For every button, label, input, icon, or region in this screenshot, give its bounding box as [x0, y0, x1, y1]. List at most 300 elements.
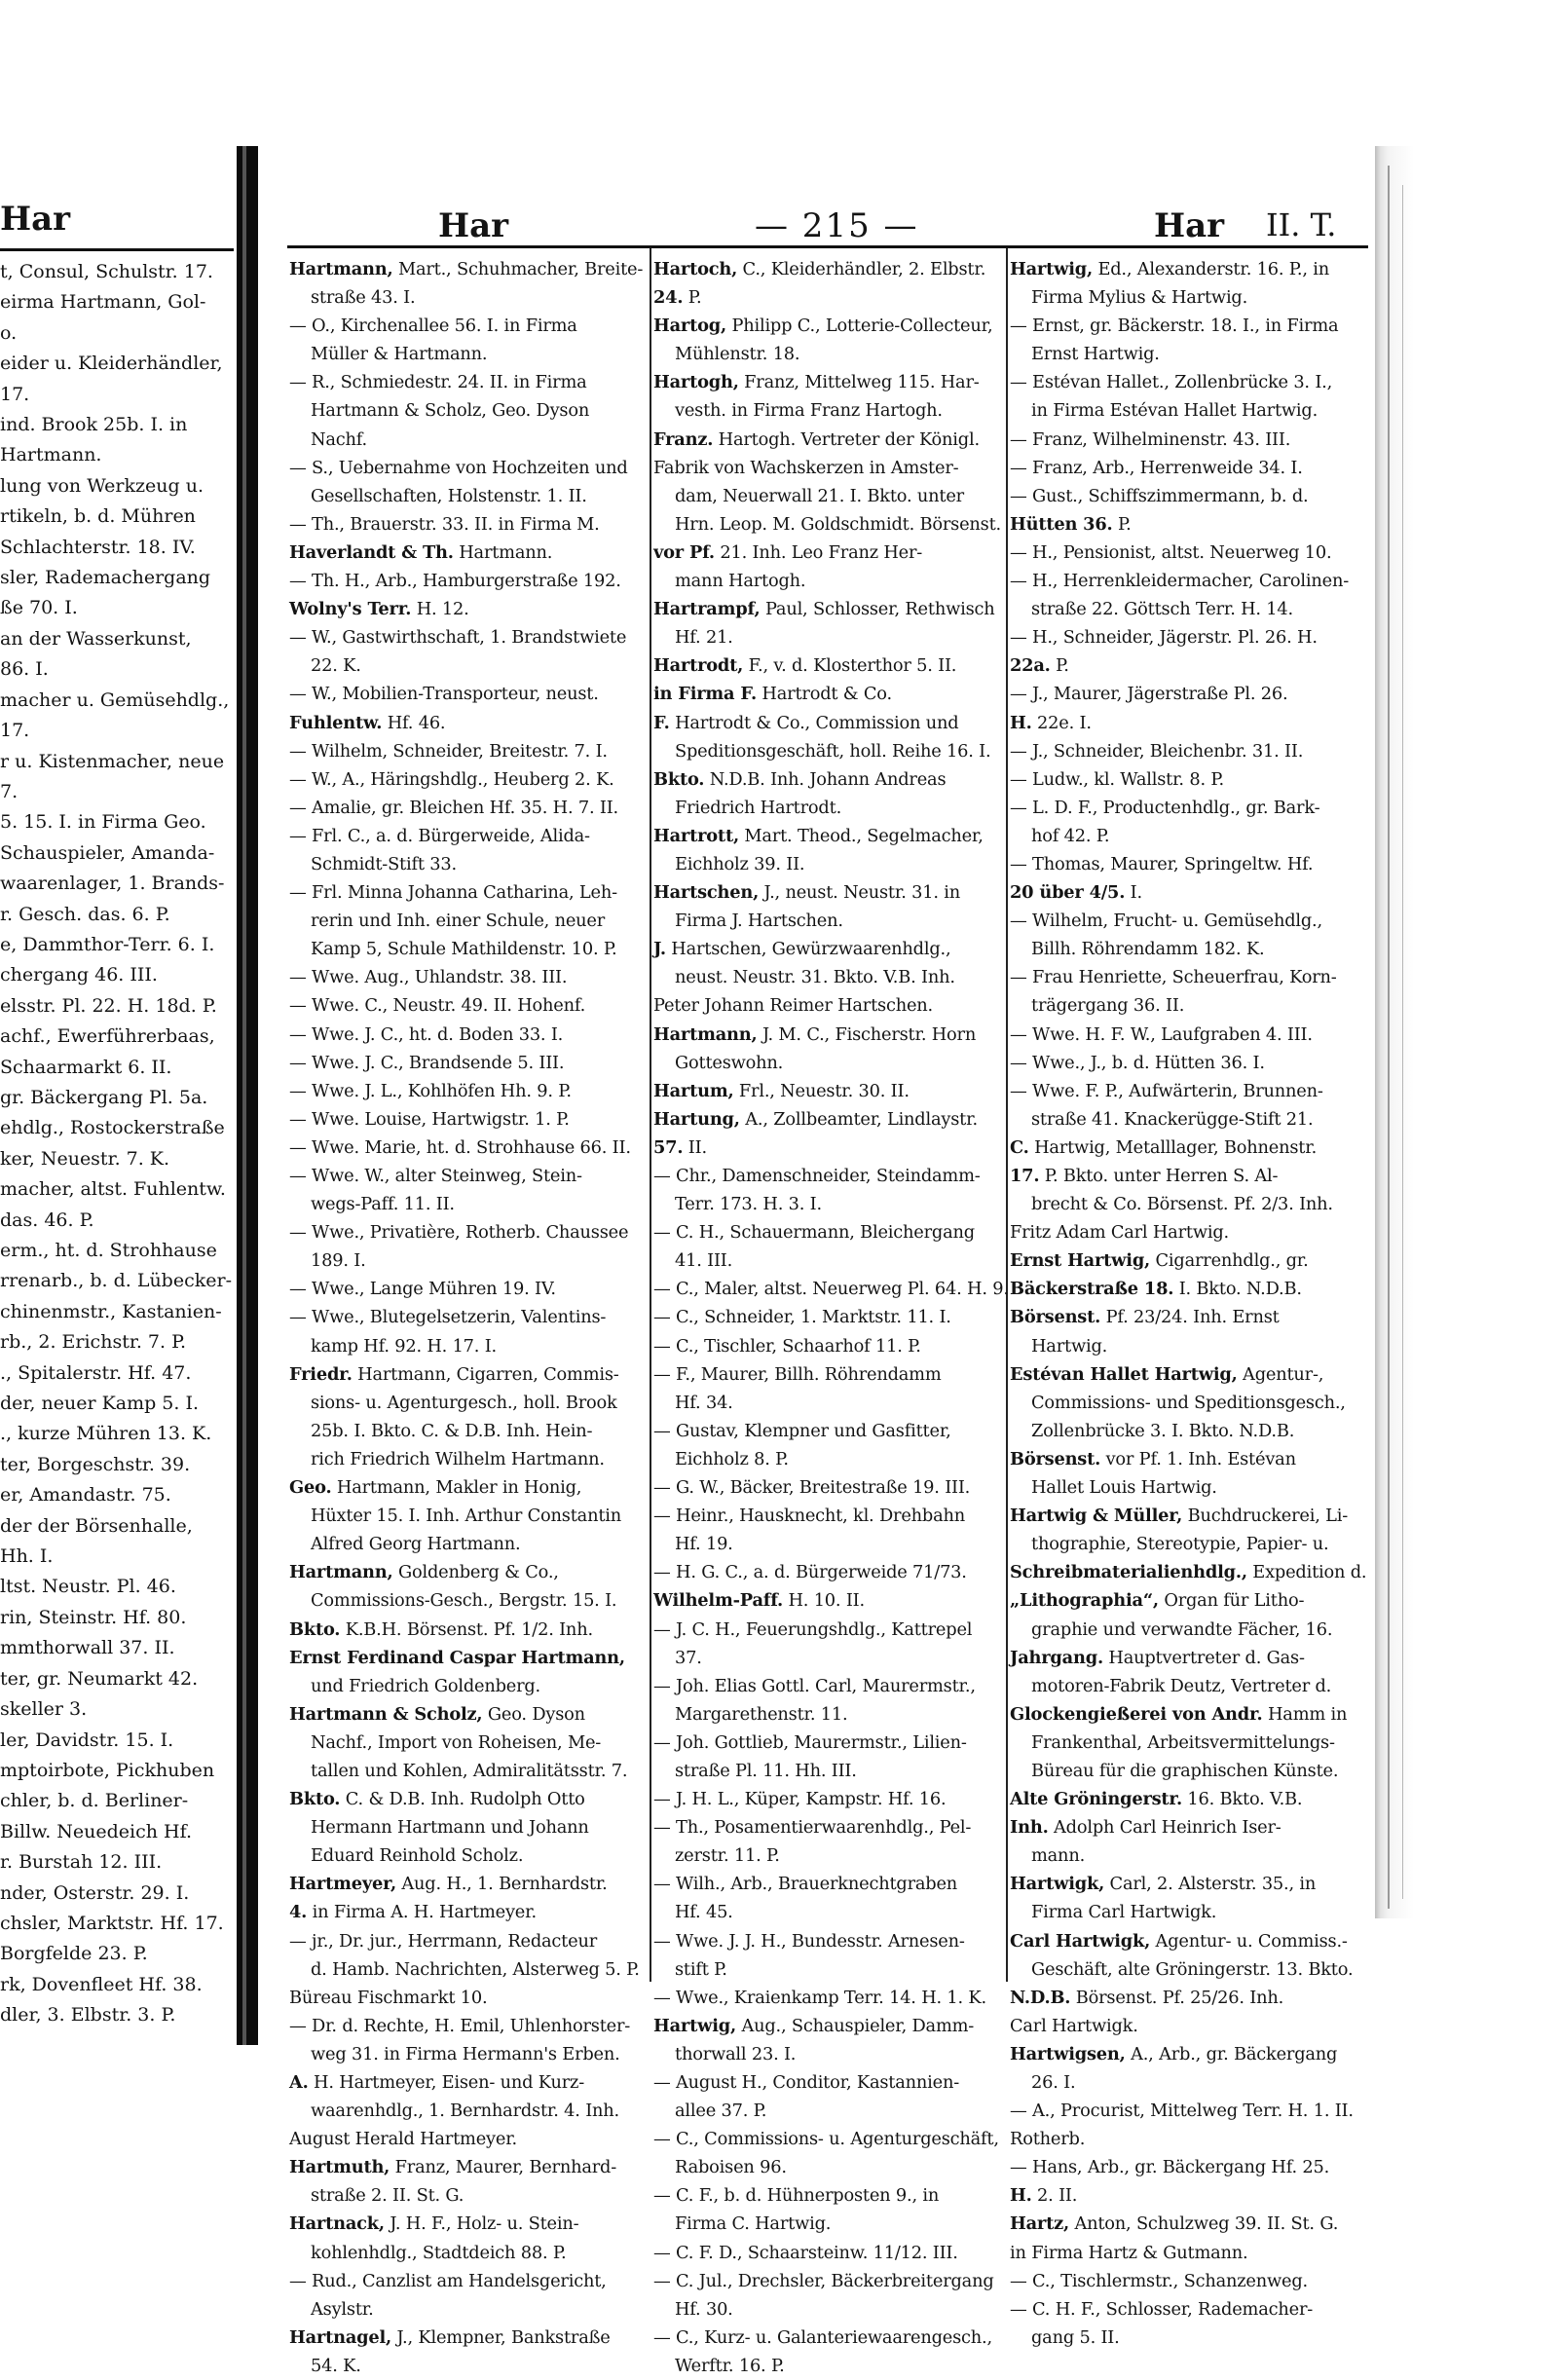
- left-page-line: chergang 46. III.: [0, 964, 158, 986]
- directory-entry-line: — Wwe., Kraienkamp Terr. 14. H. 1. K.: [653, 1987, 986, 2008]
- directory-entry-line: Billh. Röhrendamm 182. K.: [1031, 939, 1265, 960]
- left-page-line: ind. Brook 25b. I. in: [0, 414, 188, 436]
- entry-name: F.: [653, 712, 670, 733]
- directory-entry-line: 57. II.: [653, 1136, 707, 1158]
- directory-entry-line: mann.: [1031, 1845, 1086, 1867]
- directory-entry-line: — H., Pensionist, altst. Neuerweg 10.: [1010, 541, 1332, 563]
- directory-entry-line: — Wwe., Privatière, Rotherb. Chaussee: [289, 1222, 629, 1244]
- directory-entry-line: — Wwe. J. C., ht. d. Boden 33. I.: [289, 1023, 564, 1045]
- directory-entry-line: Hf. 21.: [675, 627, 733, 649]
- directory-entry-line: Alfred Georg Hartmann.: [311, 1534, 521, 1555]
- directory-entry-line: Rotherb.: [1010, 2129, 1086, 2150]
- entry-name: H.: [1010, 2185, 1032, 2207]
- directory-entry-line: in Firma F. Hartrodt & Co.: [653, 684, 892, 705]
- left-page-line: rin, Steinstr. Hf. 80.: [0, 1606, 187, 1628]
- directory-entry-line: — Wwe. H. F. W., Laufgraben 4. III.: [1010, 1023, 1313, 1045]
- directory-entry-line: Commissions- und Speditionsgesch.,: [1031, 1392, 1346, 1413]
- directory-entry-line: zerstr. 11. P.: [675, 1845, 780, 1867]
- entry-name: Bkto.: [289, 1618, 341, 1640]
- directory-entry-line: neust. Neustr. 31. Bkto. V.B. Inh.: [675, 967, 955, 988]
- directory-entry-line: — Frl. C., a. d. Bürgerweide, Alida-: [289, 825, 590, 846]
- directory-entry-line: [289, 1644, 657, 1672]
- directory-entry-line: August Herald Hartmeyer.: [289, 2129, 518, 2150]
- directory-entry-line: Hartung, A., Zollbeamter, Lindlaystr.: [653, 1108, 978, 1130]
- left-page-line: e, Dammthor-Terr. 6. I.: [0, 933, 215, 955]
- left-page-line: nder, Osterstr. 29. I.: [0, 1881, 190, 1904]
- entry-name: Franz.: [653, 428, 714, 450]
- directory-entry-line: „Lithographia“, Organ für Litho-: [1010, 1590, 1305, 1612]
- left-page-line: t, Consul, Schulstr. 17.: [0, 261, 213, 282]
- entry-name: Hartogh,: [653, 372, 739, 393]
- left-page-line: ter, gr. Neumarkt 42.: [0, 1667, 199, 1690]
- directory-entry-line: Friedr. Hartmann, Cigarren, Commis-: [289, 1363, 619, 1385]
- directory-entry-line: — C. H. F., Schlosser, Rademacher-: [1010, 2298, 1314, 2320]
- directory-entry-line: Estévan Hallet Hartwig, Agentur-,: [1010, 1363, 1324, 1385]
- entry-name: Hartwigsen,: [1010, 2043, 1126, 2064]
- directory-entry-line: Peter Johann Reimer Hartschen.: [653, 995, 933, 1017]
- left-page-line: ., kurze Mühren 13. K.: [0, 1423, 212, 1445]
- left-page-line: er, Amandastr. 75.: [0, 1484, 171, 1506]
- directory-entry-line: — C. F., b. d. Hühnerposten 9., in: [653, 2185, 940, 2207]
- left-page-line: rb., 2. Erichstr. 7. P.: [0, 1331, 187, 1354]
- volume-label: II. T.: [1266, 206, 1337, 243]
- left-page-line: r. Gesch. das. 6. P.: [0, 903, 170, 925]
- directory-entry-line: — Frl. Minna Johanna Catharina, Leh-: [289, 882, 617, 904]
- directory-entry-line: Hartrodt, F., v. d. Klosterthor 5. II.: [653, 655, 957, 677]
- entry-name: 24.: [653, 287, 684, 309]
- directory-entry-line: Firma Carl Hartwigk.: [1031, 1902, 1217, 1923]
- directory-entry-line: — Gust., Schiffszimmermann, b. d.: [1010, 485, 1309, 506]
- entry-name: Schreibmaterialienhdlg.,: [1010, 1562, 1247, 1583]
- directory-entry-line: Hartmann, Goldenberg & Co.,: [289, 1562, 559, 1583]
- directory-entry-line: Bkto. C. & D.B. Inh. Rudolph Otto: [289, 1789, 585, 1810]
- directory-entry-line: vesth. in Firma Franz Hartogh.: [675, 400, 943, 422]
- directory-entry-line: — Frau Henriette, Scheuerfrau, Korn-: [1010, 967, 1337, 988]
- directory-entry-line: Firma J. Hartschen.: [675, 911, 843, 932]
- left-page-line: r. Burstah 12. III.: [0, 1851, 163, 1874]
- entry-name: Hartrott,: [653, 825, 739, 846]
- directory-entry-line: dam, Neuerwall 21. I. Bkto. unter: [675, 485, 964, 506]
- directory-entry-line: sions- u. Agenturgesch., holl. Brook: [311, 1392, 617, 1413]
- entry-name: Hartz,: [1010, 2213, 1069, 2235]
- directory-entry-line: — Wwe. W., alter Steinweg, Stein-: [289, 1166, 582, 1186]
- directory-entry-line: Bkto. N.D.B. Inh. Johann Andreas: [653, 768, 947, 790]
- directory-entry-line: — W., Gastwirthschaft, 1. Brandstwiete: [289, 627, 627, 649]
- left-page-line: o.: [0, 321, 18, 344]
- entry-name: Hartschen,: [653, 882, 760, 904]
- left-page-line: gr. Bäckergang Pl. 5a.: [0, 1086, 208, 1108]
- left-page-line: macher, altst. Fuhlentw.: [0, 1178, 226, 1201]
- directory-entry-line: 41. III.: [675, 1250, 733, 1272]
- left-page-line: Schaarmarkt 6. II.: [0, 1056, 172, 1078]
- book-gutter: [237, 146, 258, 2045]
- directory-entry-line: — J. C. H., Feuerungshdlg., Kattrepel: [653, 1618, 973, 1640]
- left-page-line: mptoirbote, Pickhuben: [0, 1759, 215, 1781]
- directory-entry-line: Wolny's Terr. H. 12.: [289, 599, 469, 620]
- directory-entry-line: straße Pl. 11. Hh. III.: [675, 1760, 857, 1781]
- entry-name: in Firma F.: [653, 684, 757, 705]
- directory-entry-line: H. 22e. I.: [1010, 712, 1092, 733]
- directory-entry-line: vor Pf. 21. Inh. Leo Franz Her-: [653, 541, 923, 563]
- directory-entry-line: — Wwe. Louise, Hartwigstr. 1. P.: [289, 1108, 570, 1130]
- directory-entry-line: Fritz Adam Carl Hartwig.: [1010, 1222, 1229, 1244]
- page-edge-line-secondary: [1402, 185, 1403, 1899]
- entry-name: Hartnack,: [289, 2213, 385, 2235]
- directory-entry-line: — Th. H., Arb., Hamburgerstraße 192.: [289, 571, 621, 592]
- left-page-line: lung von Werkzeug u.: [0, 474, 204, 497]
- left-page-line: chinenmstr., Kastanien-: [0, 1300, 222, 1322]
- directory-entry-line: Hütten 36. P.: [1010, 513, 1132, 535]
- entry-name: Hartmann,: [289, 1562, 393, 1583]
- directory-entry-line: — C., Tischlermstr., Schanzenweg.: [1010, 2270, 1308, 2291]
- directory-entry-line: Hartmeyer, Aug. H., 1. Bernhardstr.: [289, 1874, 608, 1895]
- entry-name: Hartwig,: [653, 2015, 736, 2036]
- directory-entry-line: kamp Hf. 92. H. 17. I.: [311, 1335, 497, 1357]
- entry-name: Wilhelm-Paff.: [653, 1590, 784, 1612]
- directory-entry-line: Börsenst. vor Pf. 1. Inh. Estévan: [1010, 1448, 1296, 1469]
- directory-entry-line: — J., Maurer, Jägerstraße Pl. 26.: [1010, 684, 1288, 705]
- directory-entry-line: — W., Mobilien-Transporteur, neust.: [289, 684, 599, 705]
- directory-entry-line: — jr., Dr. jur., Herrmann, Redacteur: [289, 1930, 597, 1952]
- directory-entry-line: 189. I.: [311, 1250, 366, 1272]
- entry-name: Hartmeyer,: [289, 1874, 396, 1895]
- left-page-line: 17.: [0, 383, 30, 405]
- directory-entry-line: — Gustav, Klempner und Gasfitter,: [653, 1420, 951, 1441]
- directory-entry-line: Ernst Hartwig.: [1031, 344, 1160, 365]
- directory-entry-line: straße 2. II. St. G.: [311, 2185, 464, 2207]
- directory-entry-line: graphie und verwandte Fächer, 16.: [1031, 1618, 1333, 1640]
- entry-name: Bkto.: [289, 1789, 341, 1810]
- directory-entry-line: brecht & Co. Börsenst. Pf. 2/3. Inh.: [1031, 1194, 1333, 1215]
- directory-entry-line: C. Hartwig, Metalllager, Bohnenstr.: [1010, 1136, 1318, 1158]
- directory-entry-line: Friedrich Hartrodt.: [675, 797, 842, 818]
- directory-entry-line: straße 22. Göttsch Terr. H. 14.: [1031, 599, 1293, 620]
- directory-entry-line: — L. D. F., Productenhdlg., gr. Bark-: [1010, 797, 1320, 818]
- left-page-line: rtikeln, b. d. Mühren: [0, 505, 196, 528]
- left-page-line: chler, b. d. Berliner-: [0, 1790, 189, 1812]
- directory-entry-line: — Amalie, gr. Bleichen Hf. 35. H. 7. II.: [289, 797, 618, 818]
- directory-entry-line: 22a. P.: [1010, 655, 1069, 677]
- entry-name: Geo.: [289, 1477, 332, 1499]
- directory-entry-line: Jahrgang. Hauptvertreter d. Gas-: [1010, 1647, 1305, 1668]
- directory-entry-line: hof 42. P.: [1031, 825, 1110, 846]
- directory-entry-line: thographie, Stereotypie, Papier- u.: [1031, 1534, 1329, 1555]
- directory-entry-line: Hartwig, Ed., Alexanderstr. 16. P., in: [1010, 259, 1330, 279]
- directory-entry-line: — G. W., Bäcker, Breitestraße 19. III.: [653, 1477, 971, 1499]
- left-page-line: Billw. Neuedeich Hf.: [0, 1820, 192, 1842]
- directory-entry-line: — F., Maurer, Billh. Röhrendamm: [653, 1363, 942, 1385]
- directory-entry-line: Hartogh, Franz, Mittelweg 115. Har-: [653, 372, 980, 393]
- entry-name: 22a.: [1010, 655, 1051, 677]
- directory-entry-line: — W., A., Häringshdlg., Heuberg 2. K.: [289, 768, 614, 790]
- directory-entry-line: — Franz, Arb., Herrenweide 34. I.: [1010, 457, 1303, 478]
- left-page-line: sler, Rademachergang: [0, 567, 211, 589]
- directory-entry-line: Büreau Fischmarkt 10.: [289, 1987, 488, 2008]
- left-page-line: ler, Davidstr. 15. I.: [0, 1729, 174, 1751]
- directory-entry-line: Hartum, Frl., Neuestr. 30. II.: [653, 1080, 910, 1101]
- left-page-line: Hartmann.: [0, 444, 102, 466]
- left-page-line: 17.: [0, 720, 30, 742]
- entry-name: N.D.B.: [1010, 1987, 1071, 2008]
- left-page-line: rrenarb., b. d. Lübecker-: [0, 1270, 232, 1292]
- directory-entry-line: Wilhelm-Paff. H. 10. II.: [653, 1590, 865, 1612]
- directory-entry-line: Hartwigk, Carl, 2. Alsterstr. 35., in: [1010, 1874, 1317, 1895]
- entry-name: Hartung,: [653, 1108, 740, 1130]
- entry-name: Hartwigk,: [1010, 1874, 1105, 1895]
- entry-name: Bäckerstraße 18.: [1010, 1279, 1174, 1300]
- directory-entry-line: Hartog, Philipp C., Lotterie-Collecteur,: [653, 316, 993, 337]
- entry-name: Wolny's Terr.: [289, 599, 412, 620]
- directory-entry-line: — C. Jul., Drechsler, Bäckerbreitergang: [653, 2270, 994, 2291]
- directory-entry-line: — Wwe., J., b. d. Hütten 36. I.: [1010, 1052, 1265, 1073]
- directory-entry-line: straße 41. Knackerügge-Stift 21.: [1031, 1108, 1314, 1130]
- left-page-line: an der Wasserkunst,: [0, 627, 192, 650]
- directory-entry-line: waarenhdlg., 1. Bernhardstr. 4. Inh.: [311, 2101, 619, 2122]
- left-page-line: ., Spitalerstr. Hf. 47.: [0, 1361, 192, 1384]
- left-page-line: Borgfelde 23. P.: [0, 1943, 148, 1965]
- left-page-line: dler, 3. Elbstr. 3. P.: [0, 2004, 176, 2027]
- left-page-line: Schlachterstr. 18. IV.: [0, 536, 196, 558]
- entry-name: 4.: [289, 1902, 308, 1923]
- directory-entry-line: Margarethenstr. 11.: [675, 1703, 848, 1725]
- directory-entry-line: — C., Maler, altst. Neuerweg Pl. 64. H. 9.: [653, 1279, 1009, 1300]
- entry-name: Estévan Hallet Hartwig,: [1010, 1363, 1238, 1385]
- directory-entry-line: thorwall 23. I.: [675, 2043, 797, 2064]
- directory-entry-line: Nachf., Import von Roheisen, Me-: [311, 1731, 602, 1753]
- directory-entry-line: — Joh. Gottlieb, Maurermstr., Lilien-: [653, 1731, 967, 1753]
- directory-entry-line: Kamp 5, Schule Mathildenstr. 10. P.: [311, 939, 617, 960]
- entry-name: Börsenst.: [1010, 1448, 1101, 1469]
- directory-entry-line: in Firma Hartz & Gutmann.: [1010, 2242, 1248, 2263]
- directory-entry-line: Mühlenstr. 18.: [675, 344, 800, 365]
- directory-entry-line: Hartmann & Scholz, Geo. Dyson: [311, 400, 590, 422]
- entry-name: Börsenst.: [1010, 1307, 1101, 1328]
- directory-entry-line: Eichholz 8. P.: [675, 1448, 789, 1469]
- directory-entry-line: — C. H., Schauermann, Bleichergang: [653, 1222, 975, 1244]
- directory-entry-line: weg 31. in Firma Hermann's Erben.: [311, 2043, 620, 2064]
- entry-name: vor Pf.: [653, 541, 715, 563]
- directory-entry-line: Haverlandt & Th. Hartmann.: [289, 541, 553, 563]
- directory-entry-line: — C., Tischler, Schaarhof 11. P.: [653, 1335, 921, 1357]
- directory-entry-line: — J., Schneider, Bleichenbr. 31. II.: [1010, 740, 1304, 762]
- directory-entry-line: — Wwe. J. C., Brandsende 5. III.: [289, 1052, 565, 1073]
- entry-name: Hütten 36.: [1010, 513, 1113, 535]
- left-page-line: r u. Kistenmacher, neue: [0, 750, 225, 772]
- left-page-line: rk, Dovenfleet Hf. 38.: [0, 1973, 203, 1995]
- directory-entry-line: 24. P.: [653, 287, 702, 309]
- directory-entry-line: Hartschen, J., neust. Neustr. 31. in: [653, 882, 960, 904]
- entry-name: Friedr.: [289, 1363, 353, 1385]
- directory-entry-line: — Dr. d. Rechte, H. Emil, Uhlenhorster-: [289, 2015, 631, 2036]
- entry-name: J.: [653, 939, 666, 960]
- directory-entry-line: Müller & Hartmann.: [311, 344, 488, 365]
- entry-name: Hartmann & Scholz,: [289, 1703, 483, 1725]
- directory-column-3: [1010, 255, 1378, 2352]
- directory-entry-line: Bkto. K.B.H. Börsenst. Pf. 1/2. Inh.: [289, 1618, 593, 1640]
- directory-entry-line: F. Hartrodt & Co., Commission und: [653, 712, 959, 733]
- directory-entry-line: 25b. I. Bkto. C. & D.B. Inh. Hein-: [311, 1420, 593, 1441]
- directory-entry-line: — C., Commissions- u. Agenturgeschäft,: [653, 2129, 999, 2150]
- directory-entry-line: Hartmann, Mart., Schuhmacher, Breite-: [289, 259, 644, 279]
- directory-entry-line: rerin und Inh. einer Schule, neuer: [311, 911, 606, 932]
- directory-entry-line: — Franz, Wilhelminenstr. 43. III.: [1010, 428, 1291, 450]
- directory-entry-line: — Th., Brauerstr. 33. II. in Firma M.: [289, 513, 600, 535]
- directory-entry-line: 4. in Firma A. H. Hartmeyer.: [289, 1902, 537, 1923]
- directory-entry-line: N.D.B. Börsenst. Pf. 25/26. Inh.: [1010, 1987, 1284, 2008]
- directory-entry-line: Hartwig, Aug., Schauspieler, Damm-: [653, 2015, 975, 2036]
- left-page-fragment: [0, 190, 234, 2027]
- left-page-line: ter, Borgeschstr. 39.: [0, 1453, 191, 1475]
- directory-entry-line: Hartwigsen, A., Arb., gr. Bäckergang: [1010, 2043, 1338, 2064]
- directory-entry-line: wegs-Paff. 11. II.: [311, 1194, 455, 1215]
- directory-entry-line: — Wwe. Marie, ht. d. Strohhause 66. II.: [289, 1136, 631, 1158]
- left-page-line: erm., ht. d. Strohhause: [0, 1240, 217, 1261]
- left-page-line: mmthorwall 37. II.: [0, 1637, 175, 1659]
- running-head-left: Har: [438, 206, 509, 245]
- entry-name: Jahrgang.: [1010, 1647, 1103, 1668]
- directory-entry-line: Hüxter 15. I. Inh. Arthur Constantin: [311, 1506, 622, 1527]
- left-page-line: elsstr. Pl. 22. H. 18d. P.: [0, 994, 217, 1017]
- directory-entry-line: Fuhlentw. Hf. 46.: [289, 712, 446, 733]
- entry-name: Ernst Hartwig,: [1010, 1250, 1151, 1272]
- directory-entry-line: und Friedrich Goldenberg.: [311, 1675, 541, 1696]
- directory-entry-line: Franz. Hartogh. Vertreter der Königl.: [653, 428, 980, 450]
- directory-entry-line: Hf. 19.: [675, 1534, 733, 1555]
- left-page-line: eider u. Kleiderhändler,: [0, 353, 223, 375]
- left-page-header: Har: [0, 200, 71, 239]
- directory-entry-line: d. Hamb. Nachrichten, Alsterweg 5. P.: [311, 1958, 640, 1980]
- directory-entry-line: Glockengießerei von Andr. Hamm in: [1010, 1703, 1348, 1725]
- directory-entry-line: — Joh. Elias Gottl. Carl, Maurermstr.,: [653, 1675, 976, 1696]
- directory-entry-line: Hartrott, Mart. Theod., Segelmacher,: [653, 825, 984, 846]
- left-page-line: eirma Hartmann, Gol-: [0, 291, 206, 314]
- directory-entry-line: — Wilh., Arb., Brauerknechtgraben: [653, 1874, 958, 1895]
- directory-entry-line: — Th., Posamentierwaarenhdlg., Pel-: [653, 1817, 972, 1839]
- directory-entry-line: Hartoch, C., Kleiderhändler, 2. Elbstr.: [653, 259, 986, 279]
- directory-entry-line: Frankenthal, Arbeitsvermittelungs-: [1031, 1731, 1335, 1753]
- book-gutter-highlight: [242, 146, 246, 2045]
- directory-entry-line: H. 2. II.: [1010, 2185, 1078, 2207]
- entry-name: Hartoch,: [653, 259, 738, 279]
- directory-entry-line: — Wwe., Lange Mühren 19. IV.: [289, 1279, 556, 1300]
- directory-entry-line: Schmidt-Stift 33.: [311, 853, 457, 874]
- directory-entry-line: Schreibmaterialienhdlg., Expedition d.: [1010, 1562, 1367, 1583]
- left-page-line: ltst. Neustr. Pl. 46.: [0, 1576, 176, 1598]
- directory-entry-line: — O., Kirchenallee 56. I. in Firma: [289, 316, 577, 337]
- entry-name: Hartrodt,: [653, 655, 744, 677]
- entry-name: Hartmann,: [289, 259, 393, 279]
- entry-name: A.: [289, 2072, 309, 2093]
- directory-entry-line: Hermann Hartmann und Johann: [311, 1817, 589, 1839]
- directory-entry-line: 22. K.: [311, 655, 361, 677]
- left-page-line: skeller 3.: [0, 1698, 88, 1721]
- entry-name: C.: [1010, 1136, 1029, 1158]
- directory-entry-line: rich Friedrich Wilhelm Hartmann.: [311, 1448, 605, 1469]
- directory-entry-line: kohlenhdlg., Stadtdeich 88. P.: [311, 2242, 567, 2263]
- directory-entry-line: Hrn. Leop. M. Goldschmidt. Börsenst.: [675, 513, 1001, 535]
- directory-entry-line: — Wwe. C., Neustr. 49. II. Hohenf.: [289, 995, 586, 1017]
- left-page-line: ehdlg., Rostockerstraße: [0, 1117, 225, 1139]
- directory-entry-line: Börsenst. Pf. 23/24. Inh. Ernst: [1010, 1307, 1280, 1328]
- left-page-line: 86. I.: [0, 658, 49, 681]
- entry-name: Hartrampf,: [653, 599, 761, 620]
- directory-entry-line: — Hans, Arb., gr. Bäckergang Hf. 25.: [1010, 2157, 1330, 2178]
- directory-entry-line: 37.: [675, 1647, 702, 1668]
- entry-name: Hartnagel,: [289, 2326, 392, 2348]
- directory-entry-line: Ernst Hartwig, Cigarrenhdlg., gr.: [1010, 1250, 1309, 1272]
- directory-entry-line: Firma C. Hartwig.: [675, 2213, 832, 2235]
- directory-entry-line: — J. H. L., Küper, Kampstr. Hf. 16.: [653, 1789, 947, 1810]
- directory-entry-line: — Wwe. J. J. H., Bundesstr. Arnesen-: [653, 1930, 965, 1952]
- directory-entry-line: Hartz, Anton, Schulzweg 39. II. St. G.: [1010, 2213, 1339, 2235]
- directory-entry-line: — R., Schmiedestr. 24. II. in Firma: [289, 372, 587, 393]
- directory-entry-line: — Heinr., Hausknecht, kl. Drehbahn: [653, 1506, 965, 1527]
- directory-entry-line: 54. K.: [311, 2355, 361, 2376]
- left-page-line: ße 70. I.: [0, 597, 78, 619]
- header-rule: [287, 245, 1368, 248]
- entry-name: Hartog,: [653, 316, 726, 337]
- directory-entry-line: — Wwe. Aug., Uhlandstr. 38. III.: [289, 967, 568, 988]
- directory-entry-line: Hartrampf, Paul, Schlosser, Rethwisch: [653, 599, 995, 620]
- directory-entry-line: Gesellschaften, Holstenstr. 1. II.: [311, 485, 587, 506]
- left-page-line: macher u. Gemüsehdlg.,: [0, 688, 230, 711]
- directory-entry-line: Gotteswohn.: [675, 1052, 784, 1073]
- directory-entry-line: Asylstr.: [311, 2298, 374, 2320]
- directory-entry-line: Hf. 45.: [675, 1902, 733, 1923]
- directory-entry-line: — Wilhelm, Schneider, Breitestr. 7. I.: [289, 740, 608, 762]
- entry-name: Ernst Ferdinand Caspar Hartmann,: [289, 1647, 625, 1668]
- directory-entry-line: — Rud., Canzlist am Handelsgericht,: [289, 2270, 607, 2291]
- directory-entry-line: — Ludw., kl. Wallstr. 8. P.: [1010, 768, 1224, 790]
- directory-entry-line: allee 37. P.: [675, 2101, 767, 2122]
- directory-entry-line: Hartmann, J. M. C., Fischerstr. Horn: [653, 1023, 977, 1045]
- entry-name: Carl Hartwigk,: [1010, 1930, 1151, 1952]
- directory-entry-line: Hartwig & Müller, Buchdruckerei, Li-: [1010, 1506, 1349, 1527]
- directory-entry-line: — Ernst, gr. Bäckerstr. 18. I., in Firma: [1010, 316, 1339, 337]
- directory-entry-line: Carl Hartwigk, Agentur- u. Commiss.-: [1010, 1930, 1348, 1952]
- entry-name: Haverlandt & Th.: [289, 541, 454, 563]
- left-page-line: Hh. I.: [0, 1545, 54, 1568]
- directory-entry-line: Fabrik von Wachskerzen in Amster-: [653, 457, 959, 478]
- directory-entry-line: 20 über 4/5. I.: [1010, 882, 1142, 904]
- directory-entry-line: Hartmuth, Franz, Maurer, Bernhard-: [289, 2157, 617, 2178]
- running-head-right: Har: [1154, 206, 1225, 245]
- directory-entry-line: straße 43. I.: [311, 287, 416, 309]
- directory-entry-line: — A., Procurist, Mittelweg Terr. H. 1. II.: [1010, 2101, 1354, 2122]
- directory-entry-line: stift P.: [675, 1958, 727, 1980]
- directory-entry-line: 17. P. Bkto. unter Herren S. Al-: [1010, 1166, 1279, 1186]
- directory-entry-line: Hartnagel, J., Klempner, Bankstraße: [289, 2326, 611, 2348]
- directory-entry-line: Carl Hartwigk.: [1010, 2015, 1138, 2036]
- directory-entry-line: Bäckerstraße 18. I. Bkto. N.D.B.: [1010, 1279, 1302, 1300]
- entry-name: Alte Gröningerstr.: [1010, 1789, 1182, 1810]
- directory-entry-line: — Estévan Hallet., Zollenbrücke 3. I.,: [1010, 372, 1333, 393]
- directory-entry-line: Hf. 34.: [675, 1392, 733, 1413]
- directory-entry-line: — Wwe. J. L., Kohlhöfen Hh. 9. P.: [289, 1080, 572, 1101]
- directory-entry-line: — C. F. D., Schaarsteinw. 11/12. III.: [653, 2242, 958, 2263]
- directory-entry-line: in Firma Estévan Hallet Hartwig.: [1031, 400, 1319, 422]
- directory-entry-line: — C., Kurz- u. Galanteriewaarengesch.,: [653, 2326, 992, 2348]
- directory-entry-line: — S., Uebernahme von Hochzeiten und: [289, 457, 628, 478]
- entry-name: Hartwig & Müller,: [1010, 1506, 1183, 1527]
- left-page-line: 5. 15. I. in Firma Geo.: [0, 811, 206, 834]
- directory-entry-line: Commissions-Gesch., Bergstr. 15. I.: [311, 1590, 617, 1612]
- entry-name: 20 über 4/5.: [1010, 882, 1126, 904]
- page-number: — 215 —: [755, 206, 919, 245]
- left-page-line: chsler, Marktstr. Hf. 17.: [0, 1912, 224, 1934]
- left-page-lines: [0, 257, 234, 2031]
- entry-name: Hartmuth,: [289, 2157, 390, 2178]
